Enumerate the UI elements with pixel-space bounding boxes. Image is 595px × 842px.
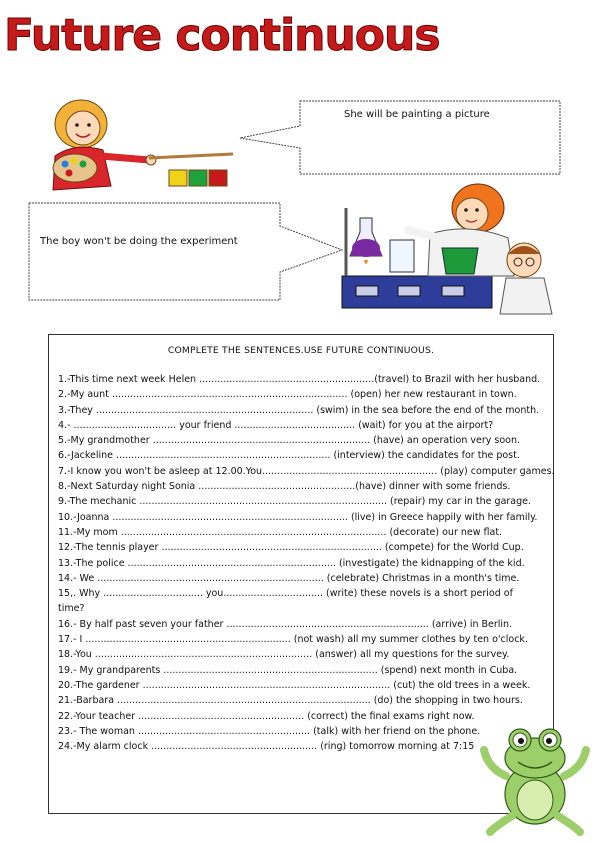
sentence-item: 9.-The mechanic .................................................................................. (repair) my car in the garage. bbox=[58, 496, 532, 508]
sentence-list bbox=[58, 372, 555, 754]
sentence-item: 15,. Why ................................. you................................. (write) these novels is a short period of time? bbox=[58, 588, 513, 615]
sentence-item: 3.-They ........................................................................ (swim) in the sea before the end of the month. bbox=[58, 404, 540, 416]
callout-box-left bbox=[28, 202, 346, 302]
sentence-item: 6.-Jackeline ....................................................................... (interview) the candidates for the post. bbox=[58, 450, 520, 462]
worksheet-title: Future continuous bbox=[4, 10, 440, 61]
girl-painting-illustration bbox=[45, 98, 235, 196]
sentence-item: 12.-The tennis player ......................................................................... (compete) for the World Cup. bbox=[58, 542, 524, 554]
callout-right-text: She will be painting a picture bbox=[344, 109, 490, 120]
sentence-item: 19.- My grandparents ....................................................................... (spend) next month in Cuba. bbox=[58, 664, 518, 676]
sentence-item: 8.-Next Saturday night Sonia ....................................................(have) dinner with some friends. bbox=[58, 481, 511, 493]
exercise-box bbox=[48, 334, 554, 814]
sentence-item: 14.- We ........................................................................... (celebrate) Christmas in a month's time. bbox=[58, 572, 520, 584]
sentence-item: 7.-I know you won't be asleep at 12.00.You.......................................................... (play) computer games. bbox=[58, 465, 555, 477]
sentence-item: 10.-Joanna .............................................................................. (live) in Greece happily with her family. bbox=[58, 511, 538, 523]
lab-experiment-illustration bbox=[338, 178, 554, 316]
sentence-item: 13.-The police ..................................................................... (investigate) the kidnapping of the kid. bbox=[58, 557, 525, 569]
callout-box-right bbox=[238, 100, 562, 176]
callout-left-text: The boy won't be doing the experiment bbox=[40, 236, 238, 247]
sentence-item: 21.-Barbara .................................................................................... (do) the shopping in two hours. bbox=[58, 695, 523, 707]
frog-illustration bbox=[480, 716, 590, 836]
sentence-item: 23.- The woman ......................................................... (talk) with her friend on the phone. bbox=[58, 725, 481, 737]
exercise-instructions: COMPLETE THE SENTENCES.USE FUTURE CONTINUOUS. bbox=[167, 345, 435, 356]
sentence-item: 22.-Your teacher ....................................................... (correct) the final exams right now. bbox=[58, 710, 475, 722]
sentence-item: 16.- By half past seven your father ................................................................... (arrive) in Berlin. bbox=[58, 618, 513, 630]
sentence-item: 11.-My mom ........................................................................................ (decorate) our new flat. bbox=[58, 526, 503, 538]
sentence-item: 17.- I .................................................................... (not wash) all my summer clothes by ten o'clock. bbox=[58, 634, 528, 646]
sentence-item: 2.-My aunt .............................................................................. (open) her new restaurant in town. bbox=[58, 389, 517, 401]
sentence-item: 1.-This time next week Helen ..........................................................(travel) to Brazil with her husband. bbox=[58, 374, 541, 385]
sentence-item: 4.- .................................. your friend ........................................ (wait) for you at the airport? bbox=[58, 419, 494, 431]
sentence-item: 20.-The gardener .................................................................................. (cut) the old trees in a week. bbox=[58, 679, 531, 691]
sentence-item: 18.-You ........................................................................ (answer) all my questions for the survey. bbox=[58, 649, 510, 661]
sentence-item: 5.-My grandmother ........................................................................ (have) an operation very soon. bbox=[58, 435, 521, 447]
sentence-item: 24.-My alarm clock ....................................................... (ring) tomorrow morning at 7:15 bbox=[58, 741, 475, 753]
